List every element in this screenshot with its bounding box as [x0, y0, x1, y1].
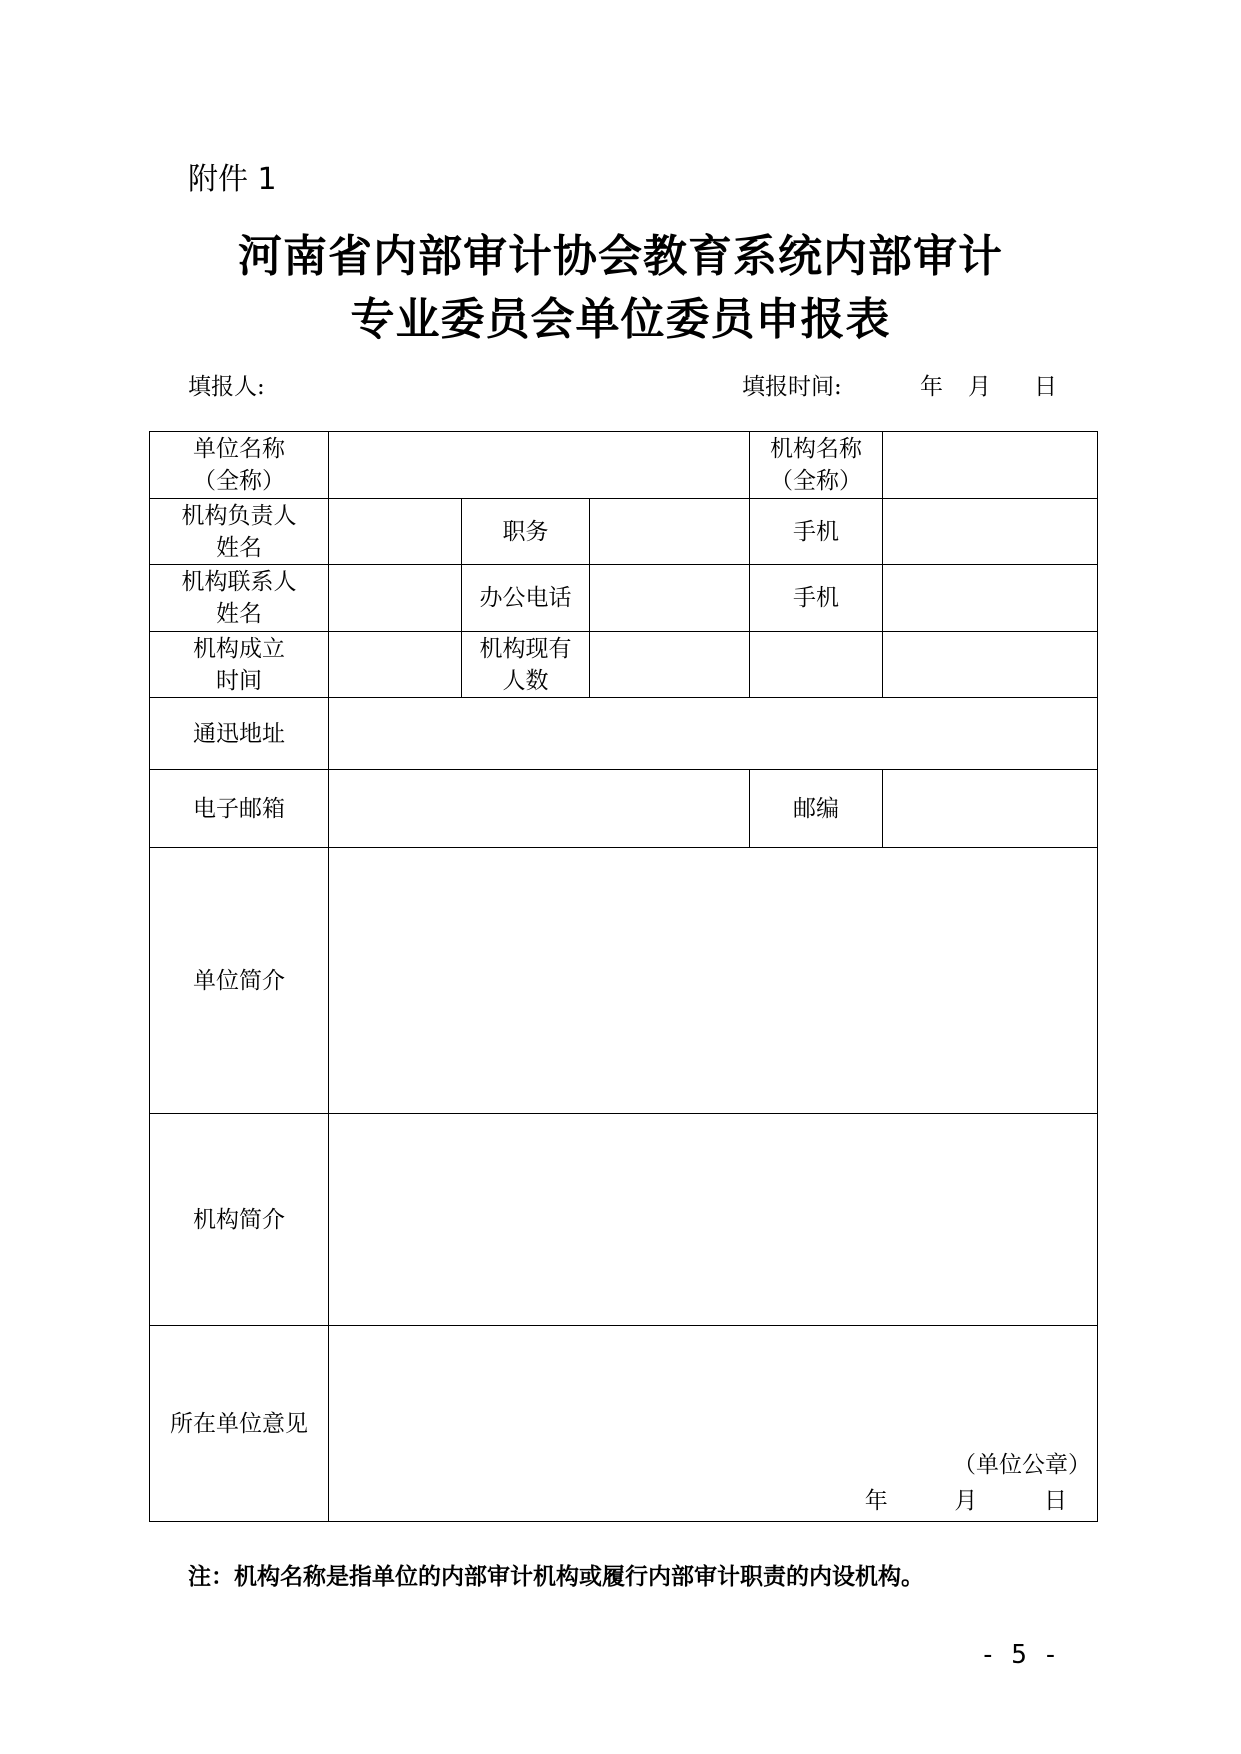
seal-date — [865, 1485, 1067, 1517]
postcode-field[interactable] — [883, 770, 1098, 848]
row-names — [150, 432, 1098, 499]
founded-field[interactable] — [329, 632, 462, 698]
fill-day: 日 — [1034, 374, 1057, 400]
row-founded — [150, 632, 1098, 698]
footnote: 注：机构名称是指单位的内部审计机构或履行内部审计职责的内设机构。 — [188, 1564, 924, 1590]
org-intro-field[interactable] — [329, 1114, 1098, 1326]
head-name-label: 机构负责人 姓名 — [150, 499, 329, 565]
email-label: 电子邮箱 — [150, 770, 329, 848]
row-org-intro — [150, 1114, 1098, 1326]
attachment-label: 附件 1 — [188, 162, 277, 197]
seal-year: 年 — [864, 1488, 888, 1514]
mobile-label-1: 手机 — [750, 499, 883, 565]
fill-time-label: 填报时间: — [742, 374, 842, 400]
row-contact — [150, 565, 1098, 632]
founded-label: 机构成立 时间 — [150, 632, 329, 698]
address-field[interactable] — [329, 698, 1098, 770]
row-address — [150, 698, 1098, 770]
seal-label: （单位公章） — [953, 1452, 1092, 1478]
filler-label: 填报人: — [188, 374, 265, 400]
head-name-field[interactable] — [329, 499, 462, 565]
empty-cell-1[interactable] — [750, 632, 883, 698]
org-intro-label: 机构简介 — [150, 1114, 329, 1326]
unit-intro-field[interactable] — [329, 848, 1098, 1114]
contact-name-label: 机构联系人 姓名 — [150, 565, 329, 632]
postcode-label: 邮编 — [750, 770, 883, 848]
mobile-field-1[interactable] — [883, 499, 1098, 565]
email-field[interactable] — [329, 770, 750, 848]
org-name-label: 机构名称 （全称） — [750, 432, 883, 499]
staff-count-field[interactable] — [590, 632, 750, 698]
fill-month: 月 — [968, 374, 991, 400]
title-line-2: 专业委员会单位委员申报表 — [350, 294, 891, 345]
fill-year: 年 — [920, 374, 943, 400]
seal-day: 日 — [1044, 1488, 1068, 1514]
row-unit-opinion — [150, 1326, 1098, 1522]
unit-intro-label: 单位简介 — [150, 848, 329, 1114]
mobile-label-2: 手机 — [750, 565, 883, 632]
office-phone-field[interactable] — [590, 565, 750, 632]
contact-name-field[interactable] — [329, 565, 462, 632]
page-number: - 5 - — [980, 1640, 1059, 1670]
position-label: 职务 — [462, 499, 590, 565]
office-phone-label: 办公电话 — [462, 565, 590, 632]
seal-month: 月 — [954, 1488, 978, 1514]
unit-name-label: 单位名称 （全称） — [150, 432, 329, 499]
row-email — [150, 770, 1098, 848]
mobile-field-2[interactable] — [883, 565, 1098, 632]
unit-opinion-label: 所在单位意见 — [150, 1326, 329, 1522]
row-head — [150, 499, 1098, 565]
title-line-1: 河南省内部审计协会教育系统内部审计 — [238, 231, 1003, 282]
position-field[interactable] — [590, 499, 750, 565]
application-form-table — [149, 431, 1098, 1522]
unit-opinion-field[interactable] — [329, 1326, 1098, 1522]
empty-cell-2[interactable] — [883, 632, 1098, 698]
org-name-field[interactable] — [883, 432, 1098, 499]
row-unit-intro — [150, 848, 1098, 1114]
staff-count-label: 机构现有 人数 — [462, 632, 590, 698]
address-label: 通迅地址 — [150, 698, 329, 770]
unit-name-field[interactable] — [329, 432, 750, 499]
